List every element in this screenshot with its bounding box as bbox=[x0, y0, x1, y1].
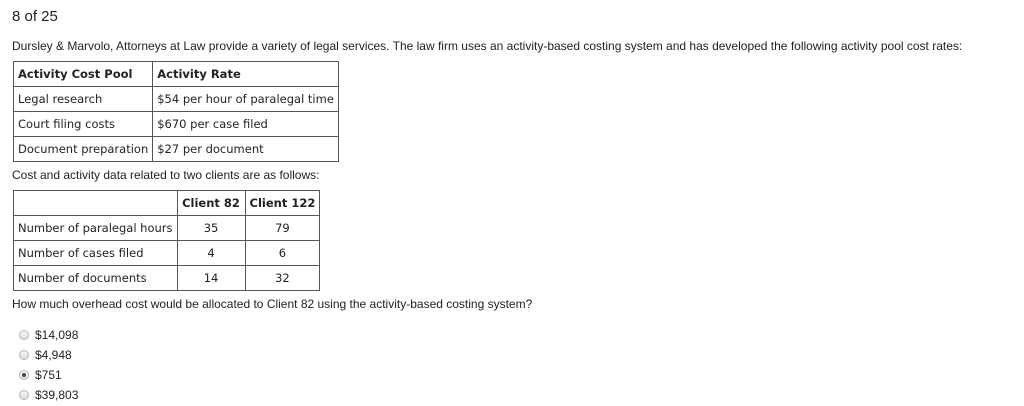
header-blank-cell bbox=[14, 191, 178, 216]
client-82-value: 14 bbox=[177, 266, 245, 291]
question-counter: 8 of 25 bbox=[12, 8, 58, 25]
client-122-value: 6 bbox=[245, 241, 320, 266]
table-row bbox=[14, 266, 320, 291]
activity-label-cell: Number of cases filed bbox=[14, 241, 178, 266]
answer-option-4[interactable] bbox=[19, 385, 78, 405]
cost-pool-cell: Legal research bbox=[14, 87, 153, 112]
table-row bbox=[14, 241, 320, 266]
client-122-value: 79 bbox=[245, 216, 320, 241]
answer-option-1[interactable] bbox=[19, 325, 78, 345]
header-client-122: Client 122 bbox=[245, 191, 320, 216]
radio-button[interactable] bbox=[19, 390, 29, 400]
question-prompt: How much overhead cost would be allocated to Client 82 using the activity-based costing system? bbox=[12, 297, 533, 311]
answer-label[interactable]: $14,098 bbox=[35, 328, 79, 342]
table-row bbox=[14, 112, 339, 137]
client-122-value: 32 bbox=[245, 266, 320, 291]
table-header-row bbox=[14, 62, 339, 87]
activity-label-cell: Number of paralegal hours bbox=[14, 216, 178, 241]
header-client-82: Client 82 bbox=[177, 191, 245, 216]
answer-option-2[interactable] bbox=[19, 345, 78, 365]
radio-button[interactable] bbox=[19, 330, 29, 340]
activity-label-cell: Number of documents bbox=[14, 266, 178, 291]
radio-button[interactable] bbox=[19, 350, 29, 360]
client-82-value: 4 bbox=[177, 241, 245, 266]
radio-button[interactable] bbox=[19, 370, 29, 380]
question-intro: Dursley & Marvolo, Attorneys at Law provide a variety of legal services. The law firm uses an activity-based costing system and has developed the following activity pool cost rates: bbox=[12, 39, 963, 53]
clients-intro: Cost and activity data related to two clients are as follows: bbox=[12, 168, 320, 182]
answer-option-3[interactable] bbox=[19, 365, 78, 385]
header-activity-rate: Activity Rate bbox=[153, 62, 339, 87]
table-row bbox=[14, 216, 320, 241]
activity-rates-table bbox=[13, 61, 339, 162]
table-row bbox=[14, 137, 339, 162]
rate-cell: $27 per document bbox=[153, 137, 339, 162]
rate-cell: $54 per hour of paralegal time bbox=[153, 87, 339, 112]
answer-label[interactable]: $39,803 bbox=[35, 388, 79, 402]
cost-pool-cell: Document preparation bbox=[14, 137, 153, 162]
answer-label[interactable]: $751 bbox=[35, 368, 62, 382]
client-activity-table bbox=[13, 190, 320, 291]
answer-label[interactable]: $4,948 bbox=[35, 348, 72, 362]
cost-pool-cell: Court filing costs bbox=[14, 112, 153, 137]
rate-cell: $670 per case filed bbox=[153, 112, 339, 137]
answer-options bbox=[19, 325, 78, 405]
client-82-value: 35 bbox=[177, 216, 245, 241]
table-header-row bbox=[14, 191, 320, 216]
table-row bbox=[14, 87, 339, 112]
header-activity-cost-pool: Activity Cost Pool bbox=[14, 62, 153, 87]
